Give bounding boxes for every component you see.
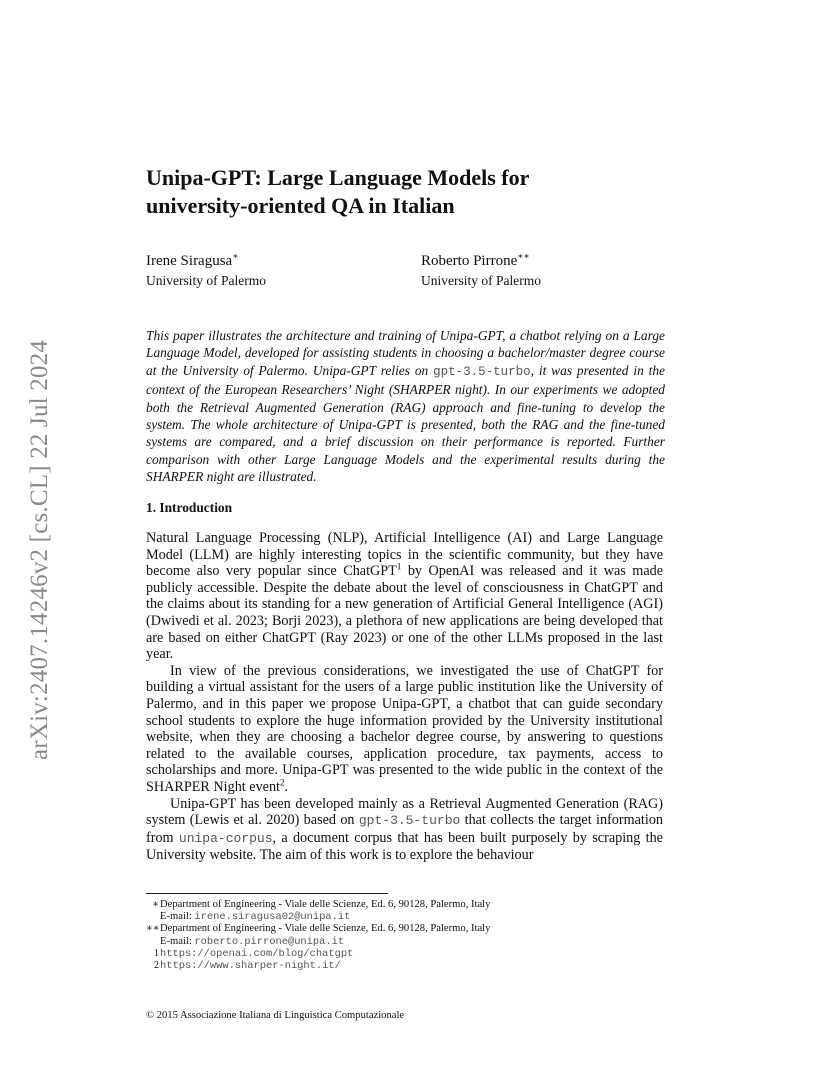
- title-line-1: Unipa-GPT: Large Language Models for: [146, 165, 530, 190]
- footnote-url-link[interactable]: https://openai.com/blog/chatgpt: [160, 947, 354, 960]
- paragraph-1: Natural Language Processing (NLP), Artificial Intelligence (AI) and Large Language Model (LLM) are highly interesting topics in the scientific community, but they have become also very popular since ChatGPT$^1$ by OpenAI was released and it was made publicly accessible. Despite the debate about the level of consciousness in ChatGPT and the claims about its standing for a new generation of Artificial General Intelligence (AGI) (Dwivedi et al. 2023; Borji 2023), a plethora of new applications are being developed that are based on either ChatGPT (Ray 2023) or one of the other LLMs proposed in the last year.: [146, 530, 664, 663]
- footnote-mark: 1: [154, 947, 159, 959]
- footnote-1: [146, 948, 666, 960]
- footnote-mark: 2: [154, 960, 159, 972]
- footnote-email-line: E-mail: irene.siragusa02@unipa.it: [160, 911, 351, 924]
- footnote-address: Department of Engineering - Viale delle Scienze, Ed. 6, 90128, Palermo, Italy: [160, 899, 491, 910]
- footnote-2: [146, 960, 666, 972]
- footnote-ref-2[interactable]: 2: [280, 777, 285, 788]
- footnote-address: Department of Engineering - Viale delle Scienze, Ed. 6, 90128, Palermo, Italy: [160, 923, 491, 935]
- author-block-1: [146, 251, 266, 291]
- code-corpus-name: unipa-corpus: [178, 830, 273, 846]
- abstract: This paper illustrates the architecture and training of Unipa-GPT, a chatbot relying on a Large Language Model, developed for assisting students in choosing a bachelor/master degree course at the University of Palermo. Unipa-GPT relies on gpt-3.5-turbo, it was presented in the context of the European Researchers’ Night (SHARPER night). In our experiments we adopted both the Retrieval Augmented Generation (RAG) approach and fine-tuning to develop the system. The whole architecture of Unipa-GPT is presented, both the RAG and the fine-tuned systems are compared, and a brief discussion on their performance is reported. Further comparison with other Large Language Models and the experimental results during the SHARPER night are illustrated.: [146, 328, 665, 485]
- footnote-url-link[interactable]: https://www.sharper-night.it/: [160, 960, 341, 973]
- footnotes: [146, 899, 666, 972]
- footnote-mark: ∗: [152, 899, 159, 910]
- title-line-2: university-oriented QA in Italian: [146, 193, 455, 218]
- author-name-1: Irene Siragusa∗: [146, 251, 239, 269]
- footnote-ref-1[interactable]: 1: [396, 561, 402, 572]
- paragraph-2: In view of the previous considerations, we investigated the use of ChatGPT for building a virtual assistant for the users of a large public institution like the University of Palermo, and in this paper we propose Unipa-GPT, a chatbot that can guide secondary school students to explore the huge information provided by the University institutional website, when they are choosing a bachelor degree course, by answering to questions related to the available courses, application procedure, tax payments, access to scholarships and more. Unipa-GPT was presented to the wide public in the context of the SHARPER Night event$^2$.: [146, 662, 663, 795]
- author-mark-2: ∗∗: [517, 251, 530, 261]
- abstract-code-model: gpt-3.5-turbo: [433, 364, 531, 379]
- author-block-2: [421, 251, 541, 291]
- author-affiliation-2: University of Palermo: [421, 273, 541, 288]
- email-link[interactable]: irene.siragusa02@unipa.it: [194, 911, 351, 924]
- section-heading-introduction: 1. Introduction: [146, 500, 233, 515]
- footnote-email-line: E-mail: roberto.pirrone@unipa.it: [160, 935, 345, 948]
- code-model-name: gpt-3.5-turbo: [358, 813, 461, 829]
- arxiv-identifier-stamp: arXiv:2407.14246v2 [cs.CL] 22 Jul 2024: [26, 339, 53, 760]
- author-mark-1: ∗: [232, 251, 239, 261]
- introduction-body: [146, 530, 663, 864]
- footnote-author-2: [146, 923, 666, 947]
- author-affiliation-1: University of Palermo: [146, 273, 266, 288]
- copyright-notice: © 2015 Associazione Italiana di Linguistica Computazionale: [146, 1010, 405, 1021]
- footnote-mark: ∗∗: [146, 923, 160, 935]
- footnote-author-1: [146, 899, 666, 923]
- email-link[interactable]: roberto.pirrone@unipa.it: [194, 935, 345, 948]
- paragraph-3: Unipa-GPT has been developed mainly as a Retrieval Augmented Generation (RAG) system (Lewis et al. 2020) based on gpt-3.5-turbo that collects the target information from unipa-corpus, a document corpus that has been built purposely by scraping the University website. The aim of this work is to explore the behaviour: [146, 795, 664, 864]
- author-name-2: Roberto Pirrone∗∗: [421, 251, 530, 269]
- footnote-divider: [146, 893, 388, 894]
- paper-title: [146, 164, 686, 220]
